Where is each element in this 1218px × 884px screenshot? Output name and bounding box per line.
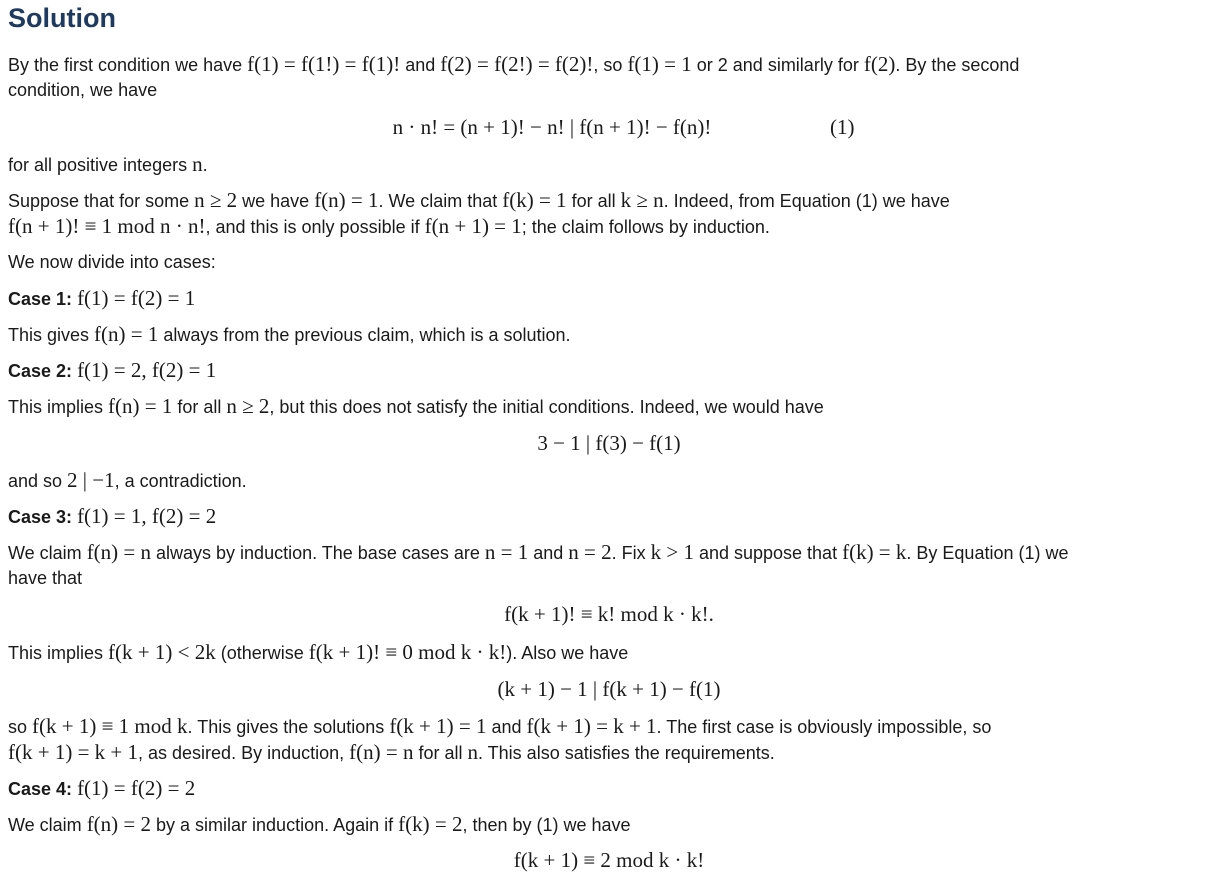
text: , and this is only possible if (205, 217, 425, 237)
case-label: Case 3: (8, 507, 73, 527)
math-inline: f(n) = 1 (108, 394, 173, 418)
text: Suppose that for some (8, 191, 195, 211)
paragraph-case-1 (8, 321, 571, 348)
text: for all (566, 191, 621, 211)
math-inline: f(k) = k (842, 540, 907, 564)
math-inline: n (192, 152, 203, 176)
case-label: Case 4: (8, 779, 73, 799)
paragraph-case-3-solutions (8, 713, 991, 740)
text: This gives (8, 325, 95, 345)
math-inline: n (467, 740, 478, 764)
math-inline: f(1) = f(1!) = f(1)! (247, 52, 401, 76)
text: . The first case is obviously impossible, so (656, 717, 992, 737)
case-2-heading (8, 357, 216, 384)
text: . Indeed, from Equation (1) we have (663, 191, 950, 211)
paragraph-case-2 (8, 393, 824, 420)
paragraph-divide-cases: We now divide into cases: (8, 252, 216, 272)
paragraph-suppose-cont (8, 213, 770, 240)
paragraph-suppose (8, 187, 950, 214)
case-3-heading (8, 503, 216, 530)
math-inline: f(n) = n (86, 540, 152, 564)
math-inline: f(2) = f(2!) = f(2)! (440, 52, 594, 76)
text: for all (172, 397, 227, 417)
math-inline: f(n) = 1 (94, 322, 159, 346)
text: , a contradiction. (114, 471, 247, 491)
paragraph-first-condition-cont: condition, we have (8, 80, 158, 100)
math-inline: f(k + 1) = 1 (389, 714, 487, 738)
text: for all (413, 743, 468, 763)
math-inline: f(n) = 2 (86, 812, 152, 836)
math-inline: f(1) = 1, f(2) = 2 (77, 504, 217, 528)
text: . We claim that (378, 191, 503, 211)
text: , then by (1) we have (462, 815, 631, 835)
math-inline: f(k + 1) = k + 1 (526, 714, 657, 738)
text: always from the previous claim, which is a solution. (158, 325, 571, 345)
case-label: Case 2: (8, 361, 73, 381)
paragraph-case-3-cont: have that (8, 568, 83, 588)
math-inline: f(n + 1) = 1 (424, 214, 522, 238)
case-4-heading (8, 775, 195, 802)
paragraph-positive-integers (8, 151, 208, 178)
equation-number: (1) (830, 115, 855, 139)
math-inline: n = 1 (484, 540, 529, 564)
math-inline: k > 1 (650, 540, 694, 564)
math-inline: f(k + 1) ≡ 1 mod k (32, 714, 188, 738)
math-inline: k ≥ n (620, 188, 664, 212)
math-inline: f(2) (863, 52, 896, 76)
paragraph-case-4 (8, 811, 631, 838)
text: . By Equation (1) we (906, 543, 1069, 563)
text: . This gives the solutions (187, 717, 390, 737)
equation-case-3-b: (k + 1) − 1 | f(k + 1) − f(1) (497, 677, 721, 701)
equation-1: n · n! = (n + 1)! − n! | f(n + 1)! − f(n)! (392, 115, 712, 139)
text: always by induction. The base cases are (151, 543, 485, 563)
math-inline: f(n + 1)! ≡ 1 mod n · n! (8, 214, 206, 238)
text: We claim (8, 815, 87, 835)
text: so (8, 717, 33, 737)
paragraph-first-condition (8, 51, 1019, 78)
text: for all positive integers (8, 155, 193, 175)
case-label: Case 1: (8, 289, 73, 309)
math-inline: 2 | −1 (67, 468, 115, 492)
math-inline: f(1) = 1 (627, 52, 692, 76)
text: By the first condition we have (8, 55, 248, 75)
text: ). Also we have (506, 643, 629, 663)
equation-case-3-a: f(k + 1)! ≡ k! mod k · k!. (504, 602, 714, 626)
text: and (486, 717, 527, 737)
equation-case-4: f(k + 1) ≡ 2 mod k · k! (513, 848, 705, 872)
text: and (400, 55, 441, 75)
text: ; the claim follows by induction. (521, 217, 770, 237)
equation-case-2: 3 − 1 | f(3) − f(1) (537, 431, 681, 455)
math-inline: f(1) = 2, f(2) = 1 (77, 358, 217, 382)
math-inline: f(n) = 1 (314, 188, 379, 212)
paragraph-contradiction (8, 467, 247, 494)
paragraph-case-3-conclusion (8, 739, 775, 766)
math-inline: f(1) = f(2) = 2 (77, 776, 196, 800)
text: . By the second (895, 55, 1020, 75)
math-inline: f(k) = 1 (502, 188, 567, 212)
text: , but this does not satisfy the initial conditions. Indeed, we would have (269, 397, 824, 417)
paragraph-case-3 (8, 539, 1069, 566)
math-inline: f(k) = 2 (398, 812, 463, 836)
case-1-heading (8, 285, 195, 312)
text: and so (8, 471, 68, 491)
text: . This also satisfies the requirements. (478, 743, 775, 763)
text: This implies (8, 397, 109, 417)
text: This implies (8, 643, 109, 663)
page-title: Solution (8, 3, 116, 33)
text: . (202, 155, 208, 175)
text: and (528, 543, 569, 563)
math-inline: f(1) = f(2) = 1 (77, 286, 196, 310)
text: , so (593, 55, 628, 75)
math-inline: f(n) = n (349, 740, 414, 764)
text: , as desired. By induction, (138, 743, 350, 763)
text: by a similar induction. Again if (151, 815, 399, 835)
paragraph-case-3-implies (8, 639, 628, 666)
text: We claim (8, 543, 87, 563)
text: (otherwise (215, 643, 309, 663)
math-inline: n ≥ 2 (226, 394, 270, 418)
text: and suppose that (693, 543, 843, 563)
text: or 2 and similarly for (691, 55, 864, 75)
math-inline: n ≥ 2 (194, 188, 238, 212)
math-inline: n = 2 (568, 540, 612, 564)
math-inline: f(k + 1) = k + 1 (8, 740, 139, 764)
math-inline: f(k + 1)! ≡ 0 mod k · k! (308, 640, 507, 664)
text: . Fix (611, 543, 651, 563)
math-inline: f(k + 1) < 2k (108, 640, 216, 664)
text: we have (237, 191, 315, 211)
